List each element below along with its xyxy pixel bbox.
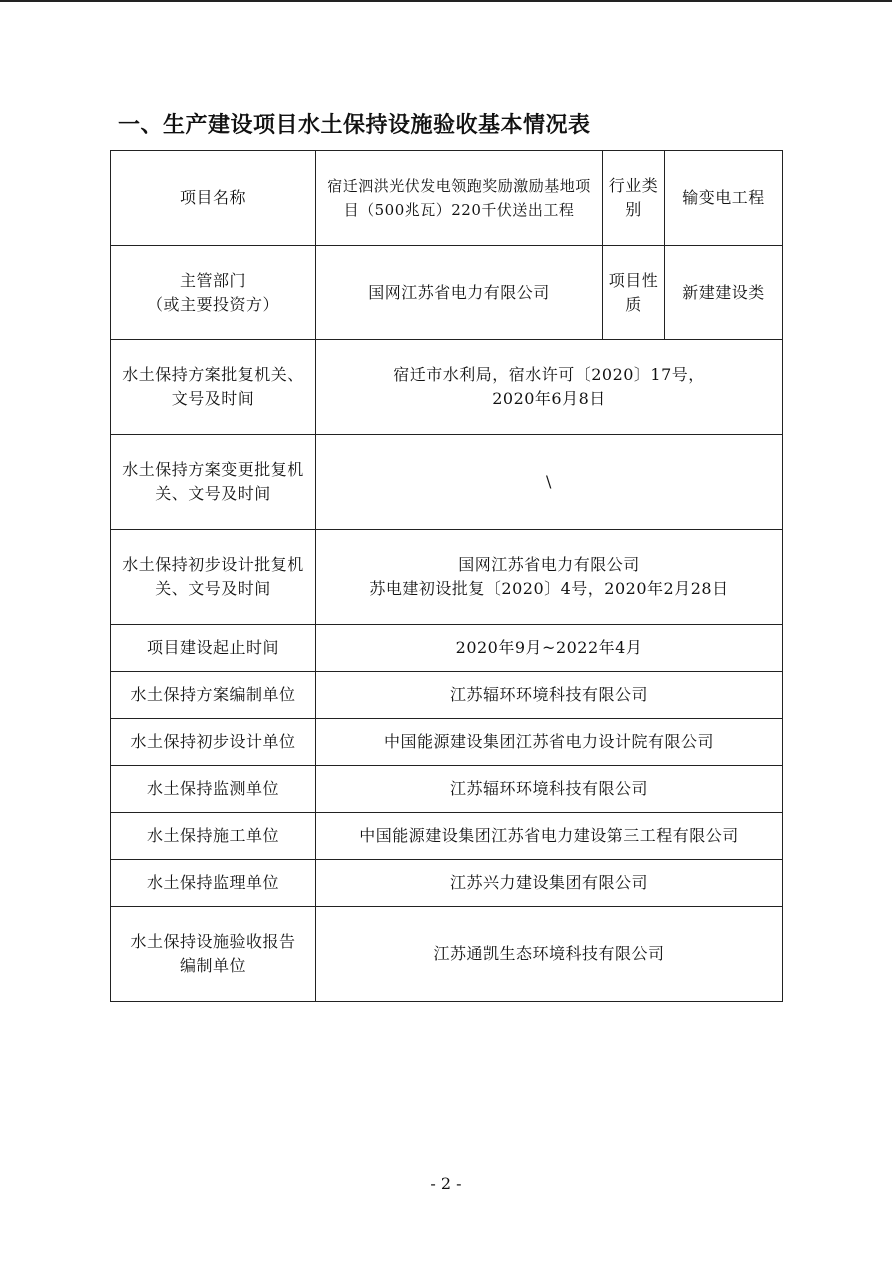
monitoring-unit-label: 水土保持监测单位 [111,766,316,813]
table-row-preliminary-design [111,530,783,625]
report-compiler-label [111,907,316,1002]
plan-approval-value-line2: 2020年6月8日 [492,389,606,408]
department-label-line2: （或主要投资方） [146,294,279,314]
preliminary-design-label: 水土保持初步设计批复机关、文号及时间 [111,530,316,625]
table-row-project-name [111,151,783,246]
basic-info-table [110,150,783,1002]
top-border-line [0,0,892,2]
table-row-design-unit [111,719,783,766]
construction-unit-value: 中国能源建设集团江苏省电力建设第三工程有限公司 [316,813,783,860]
project-name-label: 项目名称 [111,151,316,246]
page-title: 一、生产建设项目水土保持设施验收基本情况表 [118,113,591,138]
plan-compiler-label: 水土保持方案编制单位 [111,672,316,719]
report-compiler-label-line1: 水土保持设施验收报告 [130,932,296,951]
table-row-report-compiler [111,907,783,1002]
table-row-supervision-unit [111,860,783,907]
table-row-plan-compiler [111,672,783,719]
industry-value: 输变电工程 [665,151,783,246]
table-row-construction-unit [111,813,783,860]
design-unit-value: 中国能源建设集团江苏省电力设计院有限公司 [316,719,783,766]
plan-change-value: \ [316,435,783,530]
report-compiler-label-line2: 编制单位 [179,956,246,975]
monitoring-unit-value: 江苏辐环环境科技有限公司 [316,766,783,813]
department-value: 国网江苏省电力有限公司 [316,246,603,340]
preliminary-design-value-line1: 国网江苏省电力有限公司 [458,555,640,574]
nature-label: 项目性质 [603,246,665,340]
table-row-construction-period [111,625,783,672]
plan-change-label: 水土保持方案变更批复机关、文号及时间 [111,435,316,530]
department-label-line1: 主管部门 [179,270,246,290]
construction-period-value: 2020年9月~2022年4月 [316,625,783,672]
plan-approval-value [316,340,783,435]
nature-value: 新建建设类 [665,246,783,340]
table-row-monitoring-unit [111,766,783,813]
table-row-plan-change [111,435,783,530]
construction-period-label: 项目建设起止时间 [111,625,316,672]
preliminary-design-value [316,530,783,625]
plan-compiler-value: 江苏辐环环境科技有限公司 [316,672,783,719]
plan-approval-label: 水土保持方案批复机关、文号及时间 [111,340,316,435]
design-unit-label: 水土保持初步设计单位 [111,719,316,766]
supervision-unit-label: 水土保持监理单位 [111,860,316,907]
construction-unit-label: 水土保持施工单位 [111,813,316,860]
table-row-department [111,246,783,340]
table-row-plan-approval [111,340,783,435]
report-compiler-value: 江苏通凯生态环境科技有限公司 [316,907,783,1002]
page-number: - 2 - [430,1174,462,1193]
project-name-value: 宿迁泗洪光伏发电领跑奖励激励基地项目（500兆瓦）220千伏送出工程 [316,151,603,246]
industry-label: 行业类别 [603,151,665,246]
preliminary-design-value-line2: 苏电建初设批复〔2020〕4号，2020年2月28日 [369,579,729,598]
department-label [111,246,316,340]
plan-approval-value-line1: 宿迁市水利局，宿水许可〔2020〕17号， [393,365,705,384]
supervision-unit-value: 江苏兴力建设集团有限公司 [316,860,783,907]
